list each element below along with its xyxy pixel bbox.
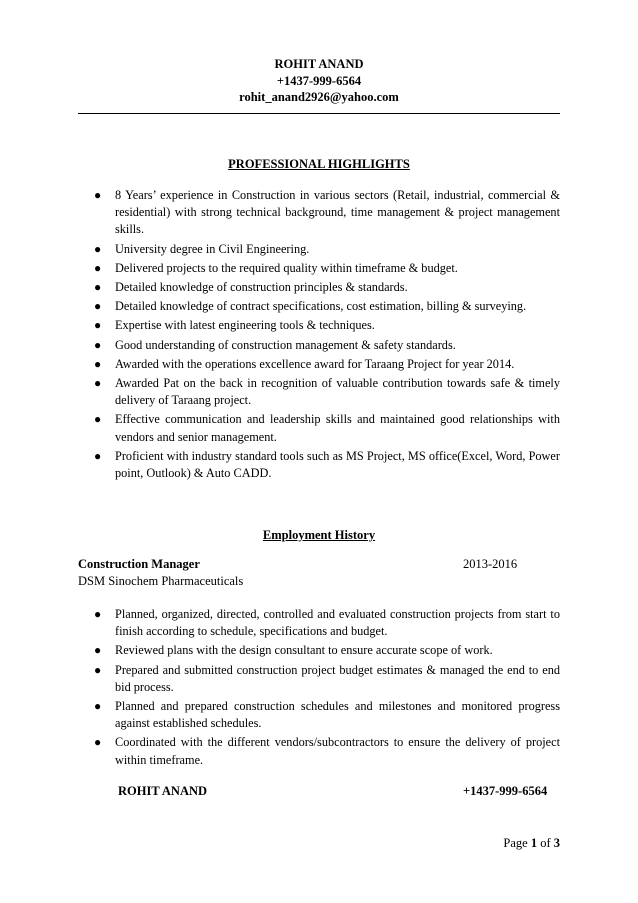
bullet-icon: ● xyxy=(94,241,102,256)
list-item: ● Prepared and submitted construction project budget estimates & managed the end to end bid process. xyxy=(94,662,560,694)
company-name: DSM Sinochem Pharmaceuticals xyxy=(78,574,244,588)
list-item: ● Awarded Pat on the back in recognition of valuable contribution towards safe & timely delivery of Taraang project. xyxy=(94,376,560,408)
bullet-icon: ● xyxy=(94,299,102,314)
list-item: ● Detailed knowledge of contract specifications, cost estimation, billing & surveying. xyxy=(78,298,560,315)
list-item: ● Planned, organized, directed, controlled and evaluated construction projects from start to finish according to schedule, specifications and budget. xyxy=(94,607,560,639)
list-item: ● Proficient with industry standard tools such as MS Project, MS office(Excel, Word, Power point, Outlook) & Auto CADD. xyxy=(94,448,560,481)
candidate-name: ROHIT ANAND xyxy=(274,57,364,71)
bullet-icon: ● xyxy=(94,412,102,427)
highlights-heading: PROFESSIONAL HIGHLIGHTS xyxy=(228,157,410,171)
bullet-icon: ● xyxy=(94,280,102,295)
bullet-icon: ● xyxy=(94,188,102,202)
bullet-icon: ● xyxy=(94,607,102,621)
bullet-icon: ● xyxy=(94,356,102,371)
header-divider xyxy=(78,113,560,114)
bullet-icon: ● xyxy=(94,337,102,352)
bullet-icon: ● xyxy=(94,376,102,391)
bullet-icon: ● xyxy=(94,318,102,333)
list-item: ● Reviewed plans with the design consultant to ensure accurate scope of work. xyxy=(78,642,560,659)
employment-heading: Employment History xyxy=(262,528,376,542)
bullet-icon: ● xyxy=(94,260,102,275)
bullet-icon: ● xyxy=(94,448,102,463)
bullet-icon: ● xyxy=(94,643,102,658)
footer-name: ROHIT ANAND xyxy=(118,784,208,798)
list-item: ● Expertise with latest engineering tools & techniques. xyxy=(78,317,560,334)
list-item: ● Coordinated with the different vendors/subcontractors to ensure the delivery of project within timeframe. xyxy=(94,735,560,767)
list-item: ● Awarded with the operations excellence award for Taraang Project for year 2014. xyxy=(78,356,560,373)
resume-header xyxy=(78,56,560,106)
highlights-list xyxy=(78,187,560,484)
job-header xyxy=(78,556,560,573)
job-duties-list xyxy=(78,606,560,771)
job-dates: 2013-2016 xyxy=(463,557,518,571)
list-item: ● University degree in Civil Engineering. xyxy=(78,241,560,258)
candidate-email: rohit_anand2926@yahoo.com xyxy=(239,90,399,104)
list-item: ● 8 Years’ experience in Construction in various sectors (Retail, industrial, commercial & residential) with strong technical background, time management & project management skills. xyxy=(94,188,560,237)
footer-phone: +1437-999-6564 xyxy=(463,784,548,798)
list-item: ● Planned and prepared construction schedules and milestones and monitored progress against established schedules. xyxy=(94,699,560,731)
candidate-phone: +1437-999-6564 xyxy=(276,73,362,88)
bullet-icon: ● xyxy=(94,662,102,677)
list-item: ● Delivered projects to the required quality within timeframe & budget. xyxy=(78,260,560,277)
job-title: Construction Manager xyxy=(78,557,200,571)
list-item: ● Effective communication and leadership skills and maintained good relationships with vendors and senior management. xyxy=(94,412,560,444)
page-number: Page 1 of 3 xyxy=(503,836,560,850)
bullet-icon: ● xyxy=(94,699,102,714)
list-item: ● Detailed knowledge of construction principles & standards. xyxy=(78,279,560,296)
list-item: ● Good understanding of construction management & safety standards. xyxy=(78,337,560,354)
bullet-icon: ● xyxy=(94,735,102,750)
